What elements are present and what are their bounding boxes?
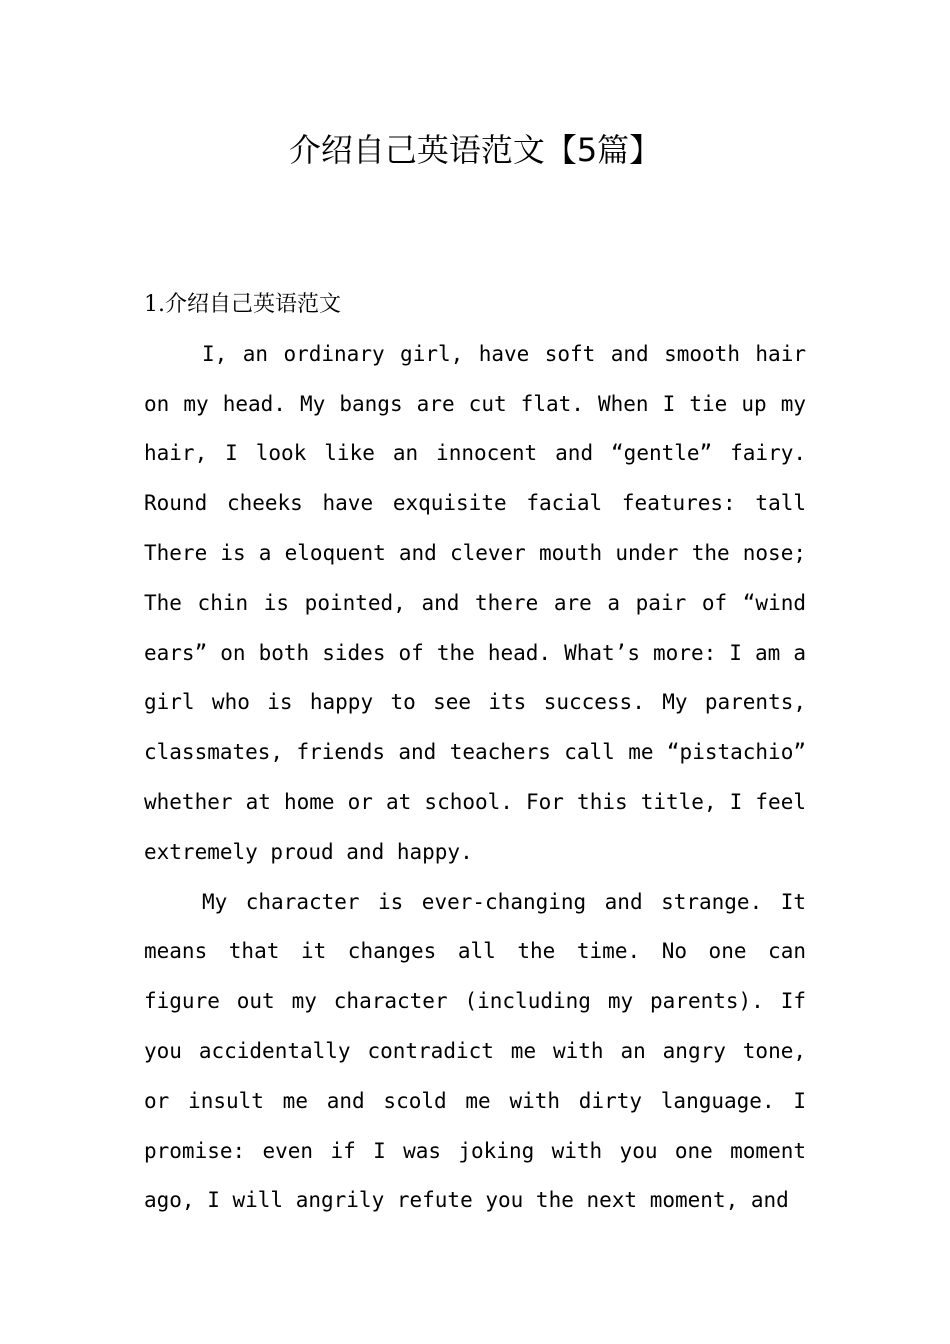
section-heading: 1.介绍自己英语范文 [144, 292, 341, 317]
document-title: 介绍自己英语范文【5篇】 [288, 131, 662, 169]
document-body [144, 280, 806, 1226]
paragraph-1: I, an ordinary girl, have soft and smooth hair on my head. My bangs are cut flat. When I tie up my hair, I look like an innocent and “gentle” fairy. Round cheeks have exquisite facial features: tall There is a eloquent and clever mouth under the nose; The chin is pointed, and there are a pair of “wind ears” on both sides of the head. What’s more: I am a girl who is happy to see its success. My parents, classmates, friends and teachers call me “pistachio” whether at home or at school. For this title, I feel extremely proud and happy. [144, 341, 806, 864]
paragraph-2: My character is ever-changing and strange. It means that it changes all the time. No one can figure out my character (including my parents). If you accidentally contradict me with an angry tone, or insult me and scold me with dirty language. I promise: even if I was joking with you one moment ago, I will angrily refute you the next moment, and [144, 889, 806, 1213]
